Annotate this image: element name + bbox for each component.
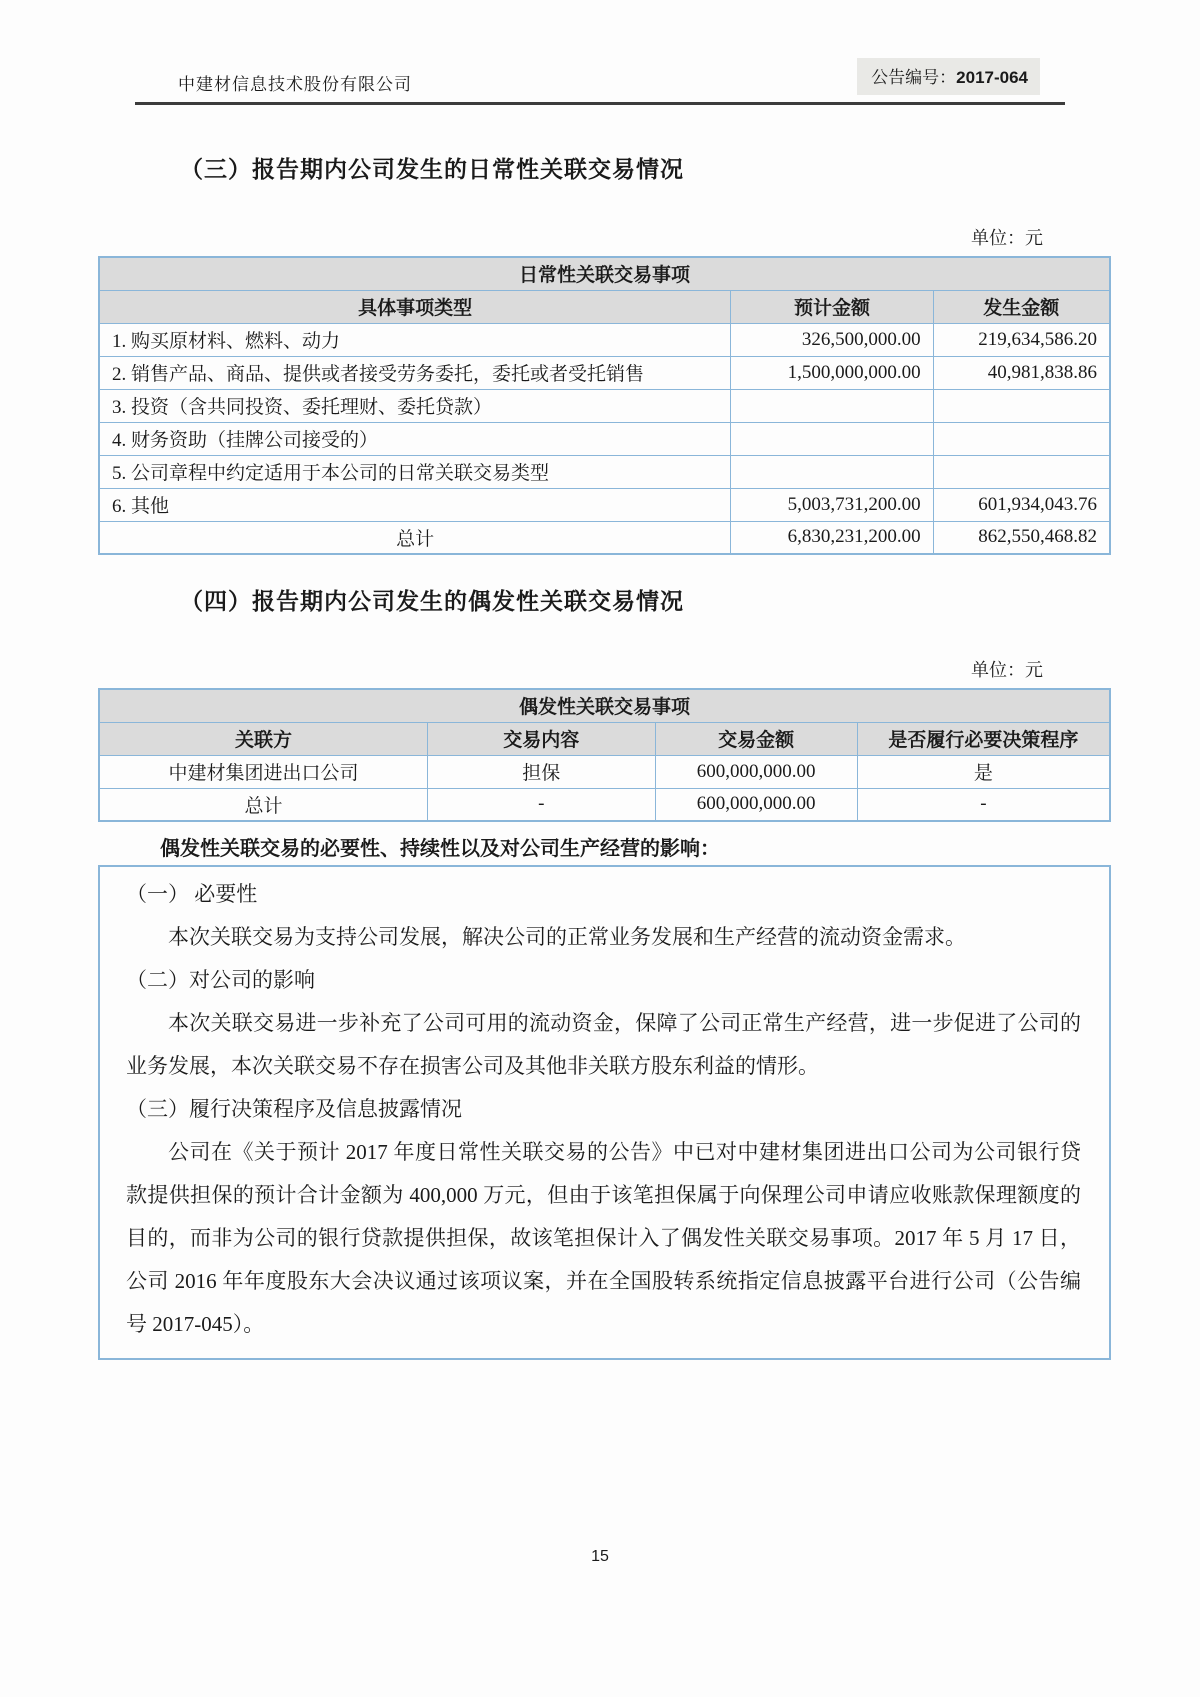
cell-item: 1. 购买原材料、燃料、动力 xyxy=(99,323,731,356)
cell-item: 4. 财务资助（挂牌公司接受的） xyxy=(99,422,731,455)
cell-party: 中建材集团进出口公司 xyxy=(99,755,428,788)
note-paragraph-1: 本次关联交易为支持公司发展，解决公司的正常业务发展和生产经营的流动资金需求。 xyxy=(168,925,966,949)
table-row xyxy=(99,356,1110,389)
cell-expected xyxy=(731,389,933,422)
section3-title: （三）报告期内公司发生的日常性关联交易情况 xyxy=(180,156,684,182)
page-content xyxy=(0,151,1200,1360)
note-subheading-2: （二）对公司的影响 xyxy=(126,968,315,992)
section3-unit-label: 单位：元 xyxy=(971,228,1043,248)
table-row xyxy=(99,323,1110,356)
table-total-row xyxy=(99,788,1110,821)
daily-transactions-table xyxy=(98,256,1111,555)
table-caption: 日常性关联交易事项 xyxy=(99,257,1110,290)
table-caption: 偶发性关联交易事项 xyxy=(99,689,1110,722)
cell-actual xyxy=(933,455,1110,488)
note-paragraph-3: 公司在《关于预计 2017 年度日常性关联交易的公告》中已对中建材集团进出口公司为公司银行贷款提供担保的预计合计金额为 400,000 万元，但由于该笔担保属于向保理公司申请应收账款保理额度的目的，而非为公司的银行贷款提供担保，故该笔担保计入了偶发性关联交易事项。2017 年 5 月 17 日，公司 2016 年年度股东大会决议通过该项议案，并在全国股转系统指定信息披露平台进行公司（公告编号 2017-045）。 xyxy=(126,1140,1081,1336)
table-header-row xyxy=(99,290,1110,323)
incidental-transactions-table xyxy=(98,688,1111,822)
table-caption-row xyxy=(99,257,1110,290)
cell-expected: 326,500,000.00 xyxy=(731,323,933,356)
company-name: 中建材信息技术股份有限公司 xyxy=(178,75,412,94)
notice-badge xyxy=(857,58,1040,95)
notes-box xyxy=(98,865,1111,1360)
col-header-transaction-amount: 交易金额 xyxy=(655,722,857,755)
table-caption-row xyxy=(99,689,1110,722)
notice-number: 2017-064 xyxy=(956,68,1028,87)
cell-content: 担保 xyxy=(428,755,655,788)
table-row xyxy=(99,488,1110,521)
col-header-procedure: 是否履行必要决策程序 xyxy=(857,722,1110,755)
cell-item: 2. 销售产品、商品、提供或者接受劳务委托，委托或者受托销售 xyxy=(99,356,731,389)
table-row xyxy=(99,455,1110,488)
col-header-related-party: 关联方 xyxy=(99,722,428,755)
impact-heading: 偶发性关联交易的必要性、持续性以及对公司生产经营的影响： xyxy=(160,838,720,860)
section4-unit-label: 单位：元 xyxy=(971,660,1043,680)
note-paragraph-2: 本次关联交易进一步补充了公司可用的流动资金，保障了公司正常生产经营，进一步促进了公司的业务发展，本次关联交易不存在损害公司及其他非关联方股东利益的情形。 xyxy=(126,1011,1081,1078)
table-row xyxy=(99,422,1110,455)
note-subheading-3: （三）履行决策程序及信息披露情况 xyxy=(126,1097,462,1121)
cell-total-expected: 6,830,231,200.00 xyxy=(731,521,933,554)
col-header-item-type: 具体事项类型 xyxy=(99,290,731,323)
cell-procedure: 是 xyxy=(857,755,1110,788)
page-footer xyxy=(0,1548,1200,1566)
cell-item: 5. 公司章程中约定适用于本公司的日常关联交易类型 xyxy=(99,455,731,488)
note-subheading-1: （一） 必要性 xyxy=(126,882,258,906)
cell-total-actual: 862,550,468.82 xyxy=(933,521,1110,554)
cell-expected xyxy=(731,455,933,488)
cell-total-label: 总计 xyxy=(99,521,731,554)
col-header-transaction-content: 交易内容 xyxy=(428,722,655,755)
col-header-expected-amount: 预计金额 xyxy=(731,290,933,323)
cell-actual: 601,934,043.76 xyxy=(933,488,1110,521)
cell-actual: 219,634,586.20 xyxy=(933,323,1110,356)
cell-actual xyxy=(933,422,1110,455)
table-total-row xyxy=(99,521,1110,554)
table-header-row xyxy=(99,722,1110,755)
col-header-actual-amount: 发生金额 xyxy=(933,290,1110,323)
page-header xyxy=(0,0,1200,95)
table-row xyxy=(99,389,1110,422)
cell-procedure: - xyxy=(857,788,1110,821)
cell-actual: 40,981,838.86 xyxy=(933,356,1110,389)
cell-actual xyxy=(933,389,1110,422)
notice-label: 公告编号： xyxy=(871,68,957,87)
cell-party: 总计 xyxy=(99,788,428,821)
cell-expected xyxy=(731,422,933,455)
header-rule xyxy=(135,102,1065,105)
cell-expected: 1,500,000,000.00 xyxy=(731,356,933,389)
cell-item: 6. 其他 xyxy=(99,488,731,521)
cell-amount: 600,000,000.00 xyxy=(655,788,857,821)
cell-amount: 600,000,000.00 xyxy=(655,755,857,788)
section4-title: （四）报告期内公司发生的偶发性关联交易情况 xyxy=(180,588,684,614)
cell-expected: 5,003,731,200.00 xyxy=(731,488,933,521)
table-row xyxy=(99,755,1110,788)
page-number: 15 xyxy=(591,1548,609,1565)
cell-content: - xyxy=(428,788,655,821)
cell-item: 3. 投资（含共同投资、委托理财、委托贷款） xyxy=(99,389,731,422)
